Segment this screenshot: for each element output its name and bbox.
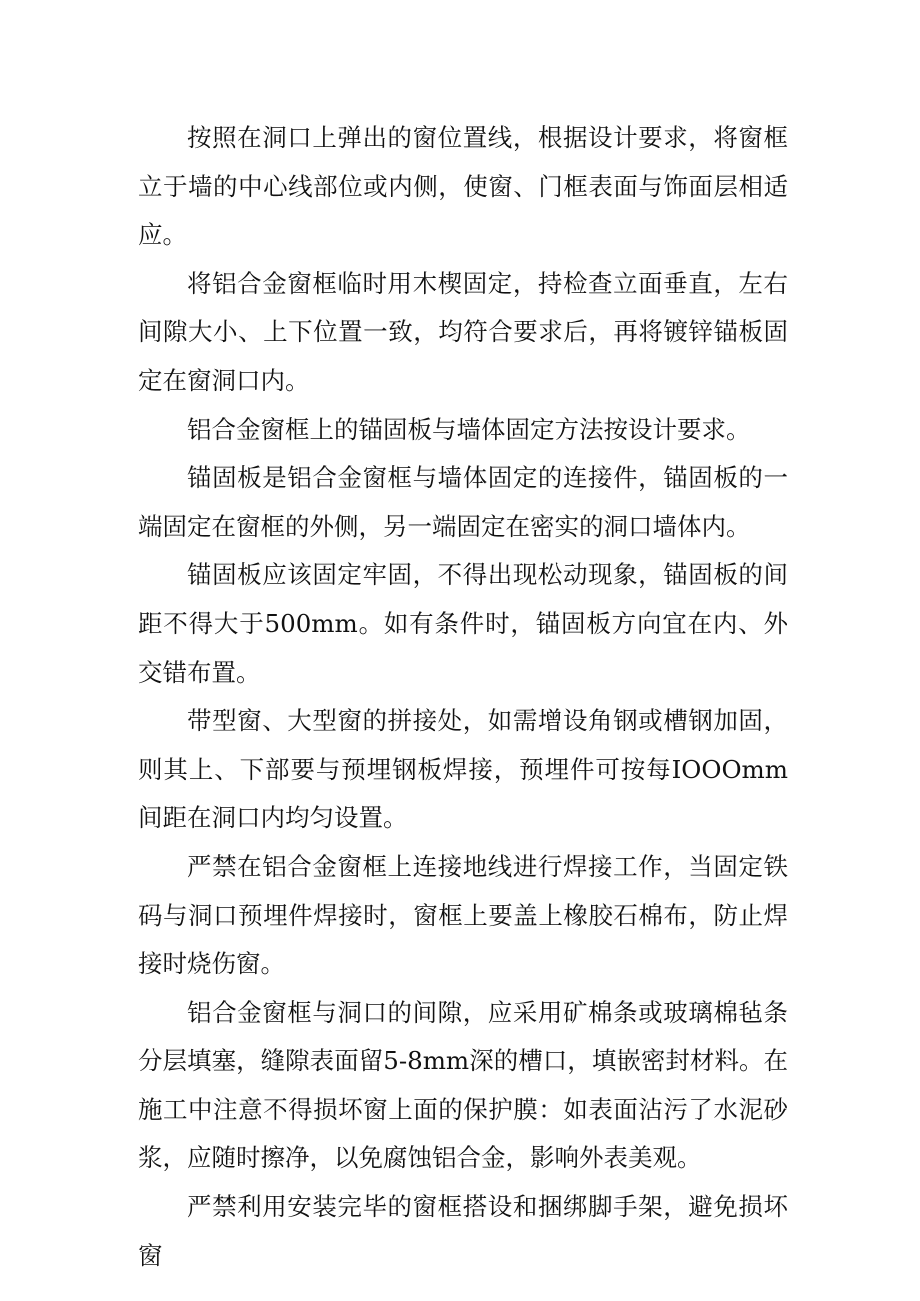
paragraph-welding-prohibition: 严禁在铝合金窗框上连接地线进行焊接工作，当固定铁码与洞口预埋件焊接时，窗框上要盖上橡胶石棉布，防止焊接时烧伤窗。 <box>138 851 788 979</box>
paragraph-scaffold-prohibition: 严禁利用安装完毕的窗框搭设和捆绑脚手架，避免损坏窗 <box>138 1192 788 1270</box>
paragraph-window-position: 按照在洞口上弹出的窗位置线，根据设计要求，将窗框立于墙的中心线部位或内侧，使窗、门框表面与饰面层相适应。 <box>138 123 788 250</box>
paragraph-anchor-method: 铝合金窗框上的锚固板与墙体固定方法按设计要求。 <box>187 414 751 444</box>
paragraph-temporary-fixing: 将铝合金窗框临时用木楔固定，持检查立面垂直，左右间隙大小、上下位置一致，均符合要求后，再将镀锌锚板固定在窗洞口内。 <box>138 268 788 395</box>
paragraph-splice-reinforcement: 带型窗、大型窗的拼接处，如需增设角钢或槽钢加固，则其上、下部要与预埋钢板焊接，预埋件可按每IOOOmm间距在洞口内均匀设置。 <box>138 706 788 833</box>
paragraph-anchor-definition: 锚固板是铝合金窗框与墙体固定的连接件，锚固板的一端固定在窗框的外侧，另一端固定在密实的洞口墙体内。 <box>138 463 788 541</box>
paragraph-anchor-spacing: 锚固板应该固定牢固，不得出现松动现象，锚固板的间距不得大于500mm。如有条件时，锚固板方向宜在内、外交错布置。 <box>138 560 788 687</box>
paragraph-gap-filling: 铝合金窗框与洞口的间隙，应采用矿棉条或玻璃棉毡条分层填塞，缝隙表面留5-8mm深的槽口，填嵌密封材料。在施工中注意不得损坏窗上面的保护膜：如表面沾污了水泥砂浆，应随时擦净，以免腐蚀铝合金，影响外表美观。 <box>138 997 788 1173</box>
document-body <box>138 114 788 1280</box>
